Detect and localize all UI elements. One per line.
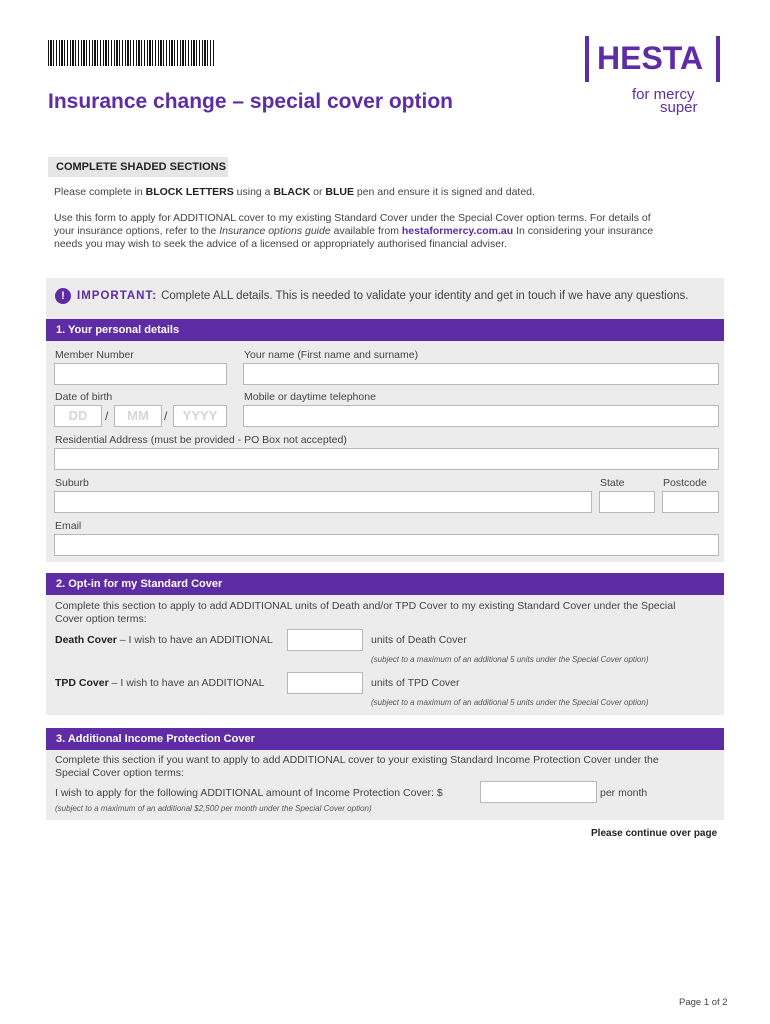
address-field[interactable] (54, 448, 719, 470)
logo-left-bar (585, 36, 589, 82)
mobile-label: Mobile or daytime telephone (244, 391, 376, 403)
mobile-field[interactable] (243, 405, 719, 427)
income-protection-label: I wish to apply for the following ADDITIONAL amount of Income Protection Cover: $ (55, 787, 443, 799)
postcode-label: Postcode (663, 477, 707, 489)
section1-heading: 1. Your personal details (46, 319, 724, 341)
tpd-units-label: units of TPD Cover (371, 677, 460, 689)
death-cover-label: Death Cover – I wish to have an ADDITIONAL (55, 634, 273, 646)
member-number-field[interactable] (54, 363, 227, 385)
per-month-label: per month (600, 787, 648, 799)
website-link[interactable]: hestaformercy.com.au (401, 225, 514, 237)
income-protection-amount-field[interactable] (480, 781, 597, 803)
logo-right-bar (716, 36, 720, 82)
logo-tagline-2: super (660, 99, 698, 116)
address-label: Residential Address (must be provided - PO Box not accepted) (55, 434, 347, 446)
suburb-label: Suburb (55, 477, 89, 489)
dob-day-field[interactable]: DD (54, 405, 102, 427)
tpd-units-field[interactable] (287, 672, 363, 694)
section3-heading: 3. Additional Income Protection Cover (46, 728, 724, 750)
member-number-label: Member Number (55, 349, 134, 361)
tpd-cover-label: TPD Cover – I wish to have an ADDITIONAL (55, 677, 265, 689)
complete-shaded-tag: COMPLETE SHADED SECTIONS (48, 157, 228, 177)
section2-heading: 2. Opt-in for my Standard Cover (46, 573, 724, 595)
continue-notice: Please continue over page (591, 828, 718, 839)
page-number: Page 1 of 2 (679, 997, 728, 1008)
email-label: Email (55, 520, 82, 532)
section2-intro: Complete this section to apply to add ADDITIONAL units of Death and/or TPD Cover to my existing Standard Cover under the Special Cover option terms: (55, 600, 676, 625)
name-field[interactable] (243, 363, 719, 385)
logo-tagline-1: for mercy (632, 86, 695, 103)
death-cover-note: (subject to a maximum of an additional 5 units under the Special Cover option) (371, 655, 649, 664)
instructions-p2: Use this form to apply for ADDITIONAL cover to my existing Standard Cover under the Special Cover option terms. For details of your insurance options, refer to the Insurance options guide available from hestaformercy.com.au In considering your insurance needs you may wish to seek the advice of a licensed or appropriately authorised financial adviser. (54, 212, 654, 250)
section3-intro: Complete this section if you want to apply to add ADDITIONAL cover to your existing Standard Income Protection Cover under the Special Cover option terms: (55, 754, 659, 779)
email-field[interactable] (54, 534, 719, 556)
barcode (48, 40, 214, 66)
death-units-field[interactable] (287, 629, 363, 651)
name-label: Your name (First name and surname) (244, 349, 419, 361)
instructions-p1: Please complete in BLOCK LETTERS using a BLACK or BLUE pen and ensure it is signed and dated. (54, 186, 535, 198)
tpd-cover-note: (subject to a maximum of an additional 5 units under the Special Cover option) (371, 698, 649, 707)
state-label: State (600, 477, 625, 489)
exclamation-icon: ! (55, 288, 71, 304)
dob-slash-2: / (164, 409, 168, 423)
page-title: Insurance change – special cover option (48, 90, 453, 113)
state-field[interactable] (599, 491, 655, 513)
death-units-label: units of Death Cover (371, 634, 467, 646)
dob-month-field[interactable]: MM (114, 405, 162, 427)
important-notice: ! IMPORTANT: Complete ALL details. This is needed to validate your identity and get in touch if we have any questions. (55, 288, 688, 304)
hesta-logo: HESTA (597, 40, 704, 76)
income-protection-note: (subject to a maximum of an additional $2,500 per month under the Special Cover option) (55, 804, 372, 813)
suburb-field[interactable] (54, 491, 592, 513)
postcode-field[interactable] (662, 491, 719, 513)
dob-label: Date of birth (55, 391, 113, 403)
dob-year-field[interactable]: YYYY (173, 405, 227, 427)
dob-slash-1: / (105, 409, 109, 423)
